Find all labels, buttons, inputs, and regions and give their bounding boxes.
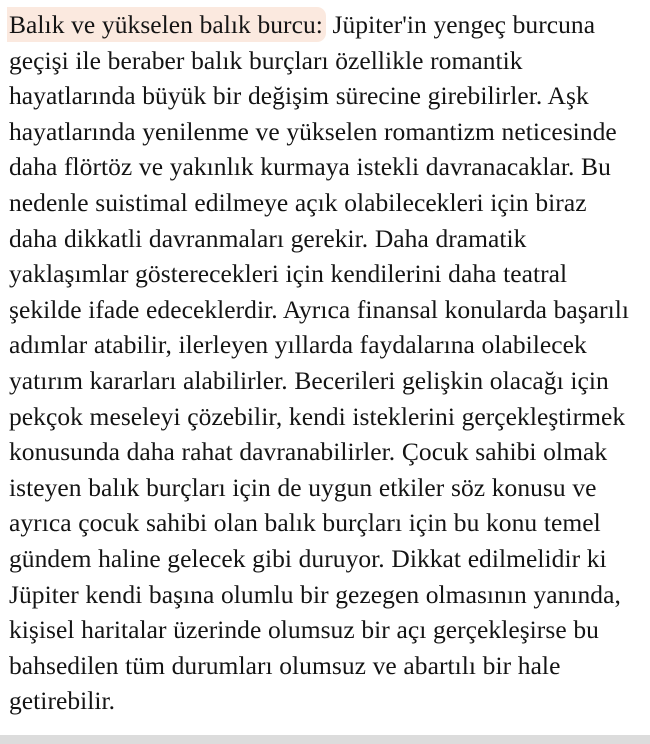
horoscope-paragraph xyxy=(9,7,636,719)
highlighted-lead-in: Balık ve yükselen balık burcu: xyxy=(7,7,326,42)
paragraph-body-text: Jüpiter'in yengeç burcuna geçişi ile beraber balık burçları özellikle romantik hayatlarında büyük bir değişim sürecine girebilirler. Aşk hayatlarında yenilenme ve yükselen romantizm neticesinde daha flörtöz ve yakınlık kurmaya istekli davranacaklar. Bu nedenle suistimal edilmeye açık olabilecekleri için biraz daha dikkatli davranmaları gerekir. Daha dramatik yaklaşımlar gösterecekleri için kendilerini daha teatral şekilde ifade edeceklerdir. Ayrıca finansal konularda başarılı adımlar atabilir, ilerleyen yıllarda faydalarına olabilecek yatırım kararları alabilirler. Becerileri gelişkin olacağı için pekçok meseleyi çözebilir, kendi isteklerini gerçekleştirmek konusunda daha rahat davranabilirler. Çocuk sahibi olmak isteyen balık burçları için de uygun etkiler söz konusu ve ayrıca çocuk sahibi olan balık burçları için bu konu temel gündem haline gelecek gibi duruyor. Dikkat edilmelidir ki Jüpiter kendi başına olumlu bir gezegen olmasının yanında, kişisel haritalar üzerinde olumsuz bir açı gerçekleşirse bu bahsedilen tüm durumları olumsuz ve abartılı bir hale getirebilir. xyxy=(9,10,630,716)
bottom-divider-bar xyxy=(0,735,650,744)
